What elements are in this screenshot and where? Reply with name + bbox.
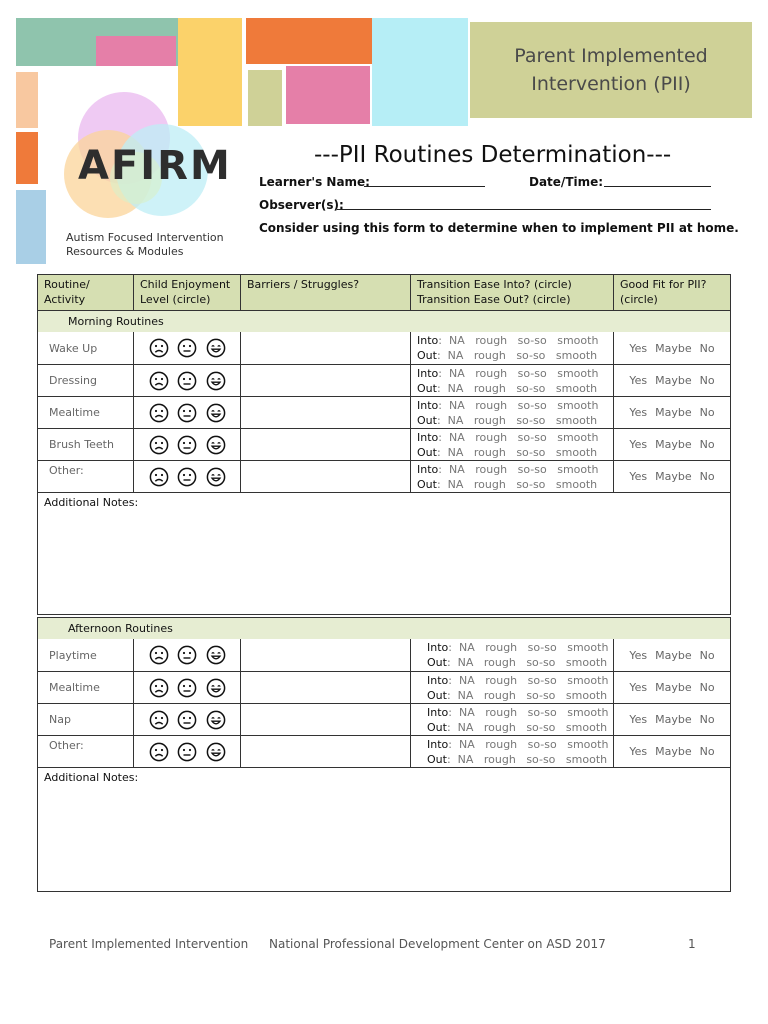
date-time-label: Date/Time: <box>529 175 604 189</box>
barriers-cell[interactable] <box>240 639 410 671</box>
sad-face-icon[interactable] <box>149 742 169 762</box>
barriers-cell[interactable] <box>240 672 410 703</box>
table-row <box>38 428 730 460</box>
fit-yes[interactable]: Yes <box>629 341 648 355</box>
transition-out: Out: NA rough so-so smooth <box>417 349 598 362</box>
fit-yes[interactable]: Yes <box>629 406 648 419</box>
barriers-cell[interactable] <box>240 429 410 460</box>
barriers-cell[interactable] <box>240 332 410 364</box>
transition-out: Out: NA rough so-so smooth <box>417 445 598 459</box>
routine-name: Nap <box>49 713 71 726</box>
header-enjoyment: Child Enjoyment Level (circle) <box>133 275 240 310</box>
deco-peach <box>16 72 38 128</box>
table-row <box>38 332 730 364</box>
deco-orange-left <box>16 132 38 184</box>
footer-page-number: 1 <box>688 937 696 951</box>
barriers-cell[interactable] <box>240 397 410 428</box>
fit-maybe[interactable]: Maybe <box>655 681 692 694</box>
header-transition: Transition Ease Into? (circle) Transition Ease Out? (circle) <box>410 275 613 310</box>
routine-name: Playtime <box>49 648 97 662</box>
transition-ease[interactable] <box>410 672 613 703</box>
afternoon-additional-notes[interactable]: Additional Notes: <box>38 767 730 891</box>
sad-face-icon[interactable] <box>149 678 169 698</box>
fit-maybe[interactable]: Maybe <box>655 470 692 483</box>
happy-face-icon[interactable] <box>206 403 226 423</box>
footer-left: Parent Implemented Intervention <box>49 937 249 951</box>
transition-out: Out: NA rough so-so smooth <box>417 477 598 491</box>
routine-name: Other: <box>49 464 84 477</box>
transition-into: Into: NA rough so-so smooth <box>417 366 599 380</box>
footer-center: National Professional Development Center on ASD 2017 <box>269 937 606 951</box>
enjoyment-level <box>133 332 240 364</box>
fit-maybe[interactable]: Maybe <box>655 713 692 726</box>
sad-face-icon[interactable] <box>149 403 169 423</box>
logo-wordmark: AFIRM <box>78 143 232 189</box>
enjoyment-level <box>133 397 240 428</box>
table-row <box>38 703 730 735</box>
barriers-cell[interactable] <box>240 365 410 396</box>
fit-maybe[interactable]: Maybe <box>655 406 692 419</box>
fit-no[interactable]: No <box>699 713 715 726</box>
good-fit[interactable] <box>613 332 730 364</box>
date-time-field[interactable] <box>604 186 711 187</box>
logo-subtitle <box>66 231 224 259</box>
happy-face-icon[interactable] <box>206 371 226 391</box>
header-good-fit: Good Fit for PII? (circle) <box>613 275 730 310</box>
fit-yes[interactable]: Yes <box>629 470 648 483</box>
sad-face-icon[interactable] <box>149 371 169 391</box>
fit-maybe[interactable]: Maybe <box>655 745 692 758</box>
program-title-line2: Intervention (PII) <box>531 73 691 95</box>
neutral-face-icon[interactable] <box>177 403 197 423</box>
transition-ease[interactable] <box>410 736 613 767</box>
transition-into: Into: NA rough so-so smooth <box>417 398 599 412</box>
fit-maybe[interactable]: Maybe <box>655 648 692 662</box>
morning-routines-table <box>37 274 731 615</box>
table-row <box>38 671 730 703</box>
transition-out: Out: NA rough so-so smooth <box>417 381 598 395</box>
deco-pink-small <box>96 36 176 66</box>
good-fit[interactable] <box>613 672 730 703</box>
transition-out: Out: NA rough so-so smooth <box>417 413 598 427</box>
fit-no[interactable]: No <box>699 470 715 483</box>
table-row <box>38 460 730 492</box>
form-title: ---PII Routines Determination--- <box>314 142 672 168</box>
afternoon-routines-table <box>37 617 731 892</box>
enjoyment-level <box>133 365 240 396</box>
happy-face-icon[interactable] <box>206 742 226 762</box>
fit-no[interactable]: No <box>699 341 715 355</box>
good-fit[interactable] <box>613 639 730 671</box>
happy-face-icon[interactable] <box>206 338 226 358</box>
learner-name-field[interactable] <box>364 186 485 187</box>
transition-ease[interactable] <box>410 365 613 396</box>
fit-no[interactable]: No <box>699 681 715 694</box>
barriers-cell[interactable] <box>240 704 410 735</box>
logo-subtitle-line2: Resources & Modules <box>66 245 184 258</box>
deco-olive-small <box>248 70 282 126</box>
logo-subtitle-line1: Autism Focused Intervention <box>66 231 224 244</box>
transition-into: Into: NA rough so-so smooth <box>427 737 609 751</box>
transition-out: Out: NA rough so-so smooth <box>427 752 608 766</box>
enjoyment-level <box>133 639 240 671</box>
neutral-face-icon[interactable] <box>177 371 197 391</box>
routine-name: Dressing <box>49 374 97 387</box>
sad-face-icon[interactable] <box>149 338 169 358</box>
fit-yes[interactable]: Yes <box>629 374 648 387</box>
table-row <box>38 364 730 396</box>
table-header-row <box>38 275 730 310</box>
transition-into: Into: NA rough so-so smooth <box>417 430 599 444</box>
happy-face-icon[interactable] <box>206 435 226 455</box>
enjoyment-level <box>133 704 240 735</box>
morning-additional-notes[interactable]: Additional Notes: <box>38 492 730 614</box>
good-fit[interactable] <box>613 429 730 460</box>
fit-yes[interactable]: Yes <box>629 681 648 694</box>
instruction-text: Consider using this form to determine when to implement PII at home. <box>259 221 739 235</box>
fit-no[interactable]: No <box>699 648 715 662</box>
observer-field[interactable] <box>337 209 711 210</box>
transition-out: Out: NA rough so-so smooth <box>427 656 608 669</box>
good-fit[interactable] <box>613 704 730 735</box>
neutral-face-icon[interactable] <box>177 435 197 455</box>
transition-into: Into: NA rough so-so smooth <box>427 673 609 687</box>
barriers-cell[interactable] <box>240 461 410 492</box>
routine-name: Wake Up <box>49 341 98 355</box>
neutral-face-icon[interactable] <box>177 338 197 358</box>
fit-maybe[interactable]: Maybe <box>655 438 692 451</box>
good-fit[interactable] <box>613 736 730 767</box>
section-morning: Morning Routines <box>38 310 730 332</box>
transition-into: Into: NA rough so-so smooth <box>417 334 599 347</box>
transition-out: Out: NA rough so-so smooth <box>427 688 608 702</box>
program-title-box <box>470 22 752 118</box>
transition-into: Into: NA rough so-so smooth <box>427 641 609 654</box>
happy-face-icon[interactable] <box>206 467 226 487</box>
deco-blue-left <box>16 190 46 264</box>
good-fit[interactable] <box>613 397 730 428</box>
table-row <box>38 396 730 428</box>
neutral-face-icon[interactable] <box>177 645 197 665</box>
fit-yes[interactable]: Yes <box>629 648 648 662</box>
header-barriers: Barriers / Struggles? <box>240 275 410 310</box>
header-routine: Routine/ Activity <box>44 278 90 306</box>
neutral-face-icon[interactable] <box>177 678 197 698</box>
barriers-cell[interactable] <box>240 736 410 767</box>
good-fit[interactable] <box>613 461 730 492</box>
transition-ease[interactable] <box>410 461 613 492</box>
fit-maybe[interactable]: Maybe <box>655 341 692 355</box>
enjoyment-level <box>133 429 240 460</box>
happy-face-icon[interactable] <box>206 710 226 730</box>
enjoyment-level <box>133 672 240 703</box>
fit-no[interactable]: No <box>699 406 715 419</box>
routine-name: Mealtime <box>49 681 100 694</box>
fit-no[interactable]: No <box>699 438 715 451</box>
transition-ease[interactable] <box>410 397 613 428</box>
routine-name: Brush Teeth <box>49 438 114 451</box>
program-title-line1: Parent Implemented <box>514 45 708 67</box>
good-fit[interactable] <box>613 365 730 396</box>
transition-into: Into: NA rough so-so smooth <box>427 705 609 719</box>
transition-ease[interactable] <box>410 429 613 460</box>
routine-name: Other: <box>49 739 84 752</box>
table-row <box>38 735 730 767</box>
fit-yes[interactable]: Yes <box>629 438 648 451</box>
enjoyment-level <box>133 461 240 492</box>
routine-name: Mealtime <box>49 406 100 419</box>
transition-ease[interactable] <box>410 639 613 671</box>
table-row <box>38 639 730 671</box>
sad-face-icon[interactable] <box>149 645 169 665</box>
fit-maybe[interactable]: Maybe <box>655 374 692 387</box>
happy-face-icon[interactable] <box>206 678 226 698</box>
observer-label: Observer(s): <box>259 198 344 212</box>
transition-ease[interactable] <box>410 332 613 364</box>
transition-out: Out: NA rough so-so smooth <box>427 720 608 734</box>
deco-cyan <box>372 18 468 126</box>
happy-face-icon[interactable] <box>206 645 226 665</box>
neutral-face-icon[interactable] <box>177 467 197 487</box>
fit-no[interactable]: No <box>699 374 715 387</box>
learner-name-label: Learner's Name: <box>259 175 370 189</box>
section-afternoon: Afternoon Routines <box>38 617 730 639</box>
transition-into: Into: NA rough so-so smooth <box>417 462 599 476</box>
sad-face-icon[interactable] <box>149 435 169 455</box>
fit-yes[interactable]: Yes <box>629 713 648 726</box>
deco-pink-mid <box>286 66 370 124</box>
sad-face-icon[interactable] <box>149 710 169 730</box>
deco-orange-top <box>246 18 376 64</box>
neutral-face-icon[interactable] <box>177 710 197 730</box>
neutral-face-icon[interactable] <box>177 742 197 762</box>
transition-ease[interactable] <box>410 704 613 735</box>
fit-yes[interactable]: Yes <box>629 745 648 758</box>
enjoyment-level <box>133 736 240 767</box>
fit-no[interactable]: No <box>699 745 715 758</box>
sad-face-icon[interactable] <box>149 467 169 487</box>
